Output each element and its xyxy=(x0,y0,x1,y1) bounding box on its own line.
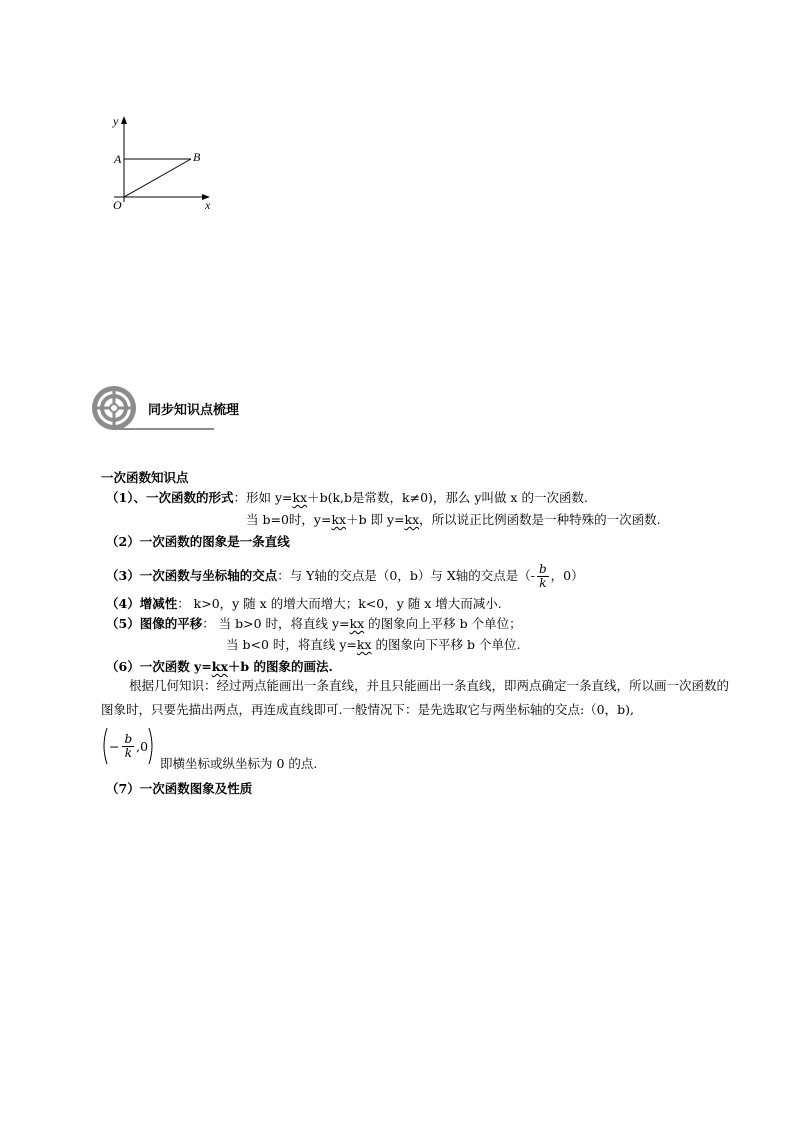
item-3 xyxy=(106,563,584,590)
item-5-kx: kx xyxy=(349,616,365,631)
content-heading: 一次函数知识点 xyxy=(101,470,189,485)
item-3-frac-num: b xyxy=(538,562,547,576)
item-5-label: （5）图像的平移 xyxy=(106,616,203,631)
item-6 xyxy=(106,659,333,675)
item-1b-mid: ＋b 即 y= xyxy=(346,512,405,527)
item-1b-kx: kx xyxy=(331,512,347,527)
item-1b-post: ，所以说正比例函数是一种特殊的一次函数. xyxy=(419,512,661,527)
item-1-kx: kx xyxy=(292,490,308,505)
x-label: x xyxy=(205,198,211,212)
item-1-post: ＋b(k,b是常数，k≠0)，那么 y叫做 x 的一次函数. xyxy=(307,490,588,505)
item-5b-tail: 的图象向下平移 b 个单位. xyxy=(371,637,521,652)
item-1-pre: 形如 y= xyxy=(245,490,293,505)
item-1b-pre: 当 b=0时，y= xyxy=(246,512,332,527)
item-1b-kx2: kx xyxy=(404,512,420,527)
para-frac-minus: − xyxy=(109,738,120,754)
item-1 xyxy=(106,490,588,506)
item-1b xyxy=(246,512,661,528)
para-frac-num: b xyxy=(124,731,133,746)
section-title: 同步知识点梳理 xyxy=(148,403,240,418)
segment-ob xyxy=(124,159,191,197)
origin-label: O xyxy=(113,198,122,212)
item-6-post: ＋b 的图象的画法. xyxy=(227,659,333,674)
item-3-text: ：与 Y轴的交点是（0，b）与 X轴的交点是（- xyxy=(277,568,535,583)
para-frac-den: k xyxy=(124,745,132,760)
y-axis-arrow xyxy=(121,116,127,124)
item-1-label: （1）、一次函数的形式 xyxy=(106,490,234,505)
point-b-label: B xyxy=(193,150,201,164)
item-2: （2）一次函数的图象是一条直线 xyxy=(106,534,290,549)
y-label: y xyxy=(113,114,119,128)
coordinate-graph xyxy=(100,108,230,218)
item-4-label: （4）增减性 xyxy=(106,596,178,611)
item-6-pre: （6）一次函数 y= xyxy=(106,659,212,674)
item-5b xyxy=(226,637,520,653)
right-paren xyxy=(148,727,156,765)
para-tail: 即横坐标或纵坐标为 0 的点. xyxy=(160,756,318,771)
item-1-colon: ： xyxy=(233,490,246,505)
item-5 xyxy=(106,616,522,632)
target-icon xyxy=(90,384,138,432)
point-a-label: A xyxy=(114,152,122,166)
item-5b-kx: kx xyxy=(356,637,372,652)
item-3-label: （3）一次函数与坐标轴的交点 xyxy=(106,568,278,583)
item-6-kx: kx xyxy=(211,659,228,674)
item-7: （7）一次函数图象及性质 xyxy=(106,781,253,796)
item-3-fraction xyxy=(537,563,549,590)
para-frac-tail: ,0 xyxy=(136,738,149,754)
item-3-frac-den: k xyxy=(539,576,547,590)
item-4-text: ： k>0，y 随 x 的增大而增大；k<0，y 随 x 增大而减小. xyxy=(177,596,502,611)
item-5b-pre: 当 b<0 时，将直线 y= xyxy=(226,637,357,652)
item-3-tail: ，0） xyxy=(550,568,584,583)
item-6-paragraph: 根据几何知识：经过两点能画出一条直线，并且只能画出一条直线，即两点确定一条直线，所以画一次函数的图象时，只要先描出两点，再连成直线即可.一般情况下：是先选取它与两坐标轴的交点:（0，b), xyxy=(101,678,730,717)
left-paren xyxy=(100,727,108,765)
item-5-text: ： 当 b>0 时，将直线 y= xyxy=(202,616,350,631)
para-fraction xyxy=(122,733,134,760)
section-underline xyxy=(112,428,214,430)
item-4 xyxy=(106,596,502,612)
item-5-tail: 的图象向上平移 b 个单位； xyxy=(364,616,522,631)
para-fraction-expr xyxy=(100,726,156,766)
